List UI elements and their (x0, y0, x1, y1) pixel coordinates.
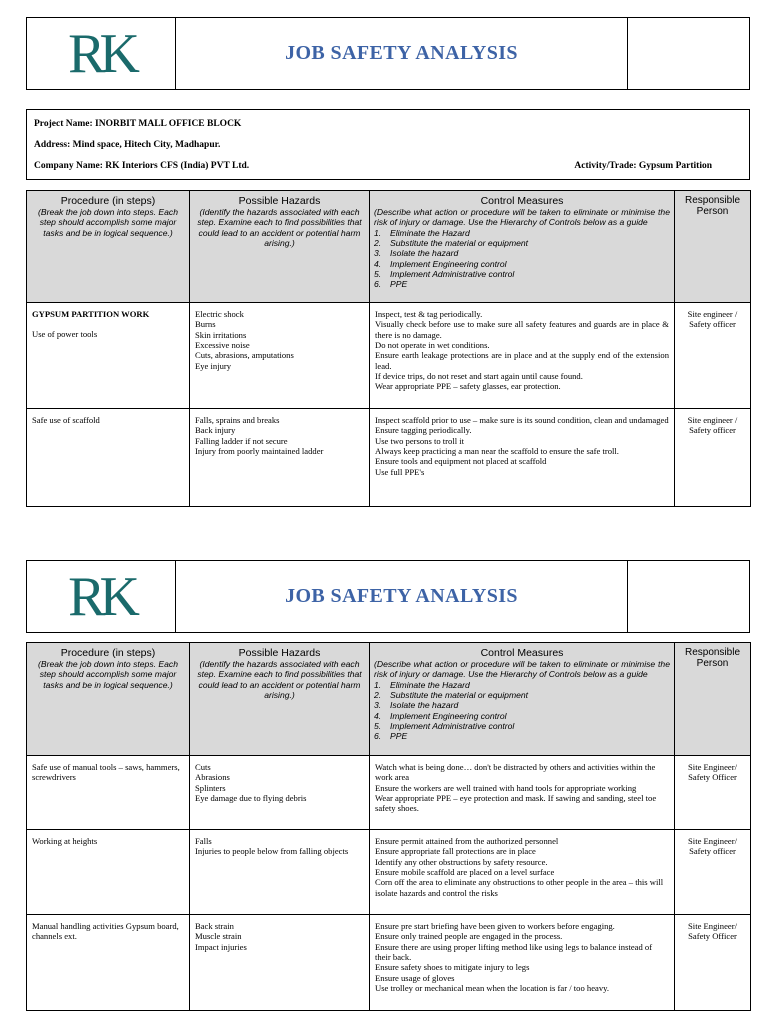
address-value: Mind space, Hitech City, Madhapur. (72, 140, 221, 150)
logo-cell (27, 561, 176, 632)
responsible-cell: Site engineer / Safety officer (675, 409, 751, 507)
procedure-cell: Manual handling activities Gypsum board, channels ext. (27, 915, 190, 1011)
hierarchy-list (374, 228, 670, 290)
project-name-label: Project Name: (34, 119, 93, 129)
project-name-line (34, 119, 742, 140)
control-header: Control Measures (Describe what action or procedure will be taken to eliminate or minimise the risk of injury or damage. Use the Hierarchy of Controls below as a guide 1. Eliminate the Hazard 2. Substitute the material or equipment 3. Isolate the hazard 4. Implement Engineering control 5. Implement Administrative control 6. PPE (370, 643, 675, 756)
procedure-cell: Safe use of manual tools – saws, hammers, screwdrivers (27, 756, 190, 830)
table-row (27, 303, 751, 409)
company-line (34, 161, 742, 182)
title-cell (176, 18, 628, 89)
logo-cell (27, 18, 176, 89)
project-info (26, 109, 750, 180)
hierarchy-item: 5. Implement Administrative control (374, 720, 515, 731)
hazards-cell: Falls, sprains and breaks Back injury Falling ladder if not secure Injury from poorly maintained ladder (190, 409, 370, 507)
procedure-cell: Safe use of scaffold (27, 409, 190, 507)
controls-cell: Inspect scaffold prior to use – make sure is its sound condition, clean and undamaged Ensure tagging periodically. Use two persons to troll it Always keep practicing a man near the scaffold to ensure the safe troll. Ensure tools and equipment not placed at scaffold Use full PPE's (370, 409, 675, 507)
jsa-table-2 (26, 642, 751, 1011)
hierarchy-item: 4. Implement Engineering control (374, 710, 507, 721)
company-logo: RK (68, 22, 134, 85)
responsible-cell: Site Engineer/ Safety Officer (675, 756, 751, 830)
table-row (27, 915, 751, 1011)
company-label: Company Name: (34, 161, 103, 171)
hierarchy-item: 2. Substitute the material or equipment (374, 689, 529, 700)
table-header-row (27, 191, 751, 303)
project-name-value: INORBIT MALL OFFICE BLOCK (95, 119, 242, 129)
document-header (26, 17, 750, 90)
responsible-cell: Site engineer / Safety officer (675, 303, 751, 409)
procedure-cell: GYPSUM PARTITION WORK Use of power tools (27, 303, 190, 409)
hazards-header: Possible Hazards (Identify the hazards associated with each step. Examine each to find possibilities that could lead to an accident or potential harm arising.) (190, 643, 370, 756)
hierarchy-item: 6. PPE (374, 279, 408, 290)
page-title: JOB SAFETY ANALYSIS (285, 585, 518, 607)
table-row (27, 409, 751, 507)
blank-cell (628, 18, 749, 89)
activity-value: Gypsum Partition (638, 161, 712, 171)
hazards-cell: Electric shock Burns Skin irritations Excessive noise Cuts, abrasions, amputations Eye injury (190, 303, 370, 409)
hierarchy-item: 6. PPE (374, 731, 408, 742)
responsible-header: Responsible Person (675, 643, 751, 756)
hierarchy-item: 5. Implement Administrative control (374, 268, 515, 279)
address-line (34, 140, 742, 161)
hierarchy-item: 3. Isolate the hazard (374, 248, 459, 259)
hierarchy-item: 3. Isolate the hazard (374, 700, 459, 711)
controls-cell: Ensure pre start briefing have been given to workers before engaging. Ensure only trained people are engaged in the process. Ensure there are using proper lifting method like using legs to balance instead of their back. Ensure safety shoes to mitigate injury to legs Ensure usage of gloves Use trolley or mechanical mean when the location is far / too heavy. (370, 915, 675, 1011)
hazards-cell: Back strain Muscle strain Impact injuries (190, 915, 370, 1011)
hierarchy-item: 4. Implement Engineering control (374, 258, 507, 269)
hazards-header: Possible Hazards (Identify the hazards associated with each step. Examine each to find possibilities that could lead to an accident or potential harm arising.) (190, 191, 370, 303)
document-header (26, 560, 750, 633)
hazards-cell: Cuts Abrasions Splinters Eye damage due to flying debris (190, 756, 370, 830)
control-header: Control Measures (Describe what action or procedure will be taken to eliminate or minimise the risk of injury or damage. Use the Hierarchy of Controls below as a guide 1. Eliminate the Hazard 2. Substitute the material or equipment 3. Isolate the hazard 4. Implement Engineering control 5. Implement Administrative control 6. PPE (370, 191, 675, 303)
blank-cell (628, 561, 749, 632)
jsa-table-1 (26, 190, 751, 507)
responsible-cell: Site Engineer/ Safety Officer (675, 915, 751, 1011)
table-row (27, 756, 751, 830)
controls-cell: Watch what is being done… don't be distracted by others and activities within the work area Ensure the workers are well trained with hand tools for appropriate working Wear appropriate PPE – eye protection and mask. If sawing and sanding, steel toe safety shoes. (370, 756, 675, 830)
procedure-header: Procedure (in steps) (Break the job down into steps. Each step should accomplish some major tasks and be in logical sequence.) (27, 191, 190, 303)
responsible-cell: Site Engineer/ Safety officer (675, 830, 751, 915)
procedure-cell: Working at heights (27, 830, 190, 915)
company-logo: RK (68, 565, 134, 628)
table-row (27, 830, 751, 915)
controls-cell: Inspect, test & tag periodically. Visually check before use to make sure all safety features and guards are in place & there is no damage. Do not operate in wet conditions. Ensure earth leakage protections are in place and at the supply end of the extension lead. If device trips, do not reset and start again until cause found. Wear appropriate PPE – safety glasses, ear protection. (370, 303, 675, 409)
hierarchy-item: 1. Eliminate the Hazard (374, 227, 470, 238)
title-cell (176, 561, 628, 632)
page-title: JOB SAFETY ANALYSIS (285, 42, 518, 64)
address-label: Address: (34, 140, 71, 150)
hierarchy-item: 2. Substitute the material or equipment (374, 237, 529, 248)
company-value: RK Interiors CFS (India) PVT Ltd. (105, 161, 250, 171)
hierarchy-item: 1. Eliminate the Hazard (374, 679, 470, 690)
activity-label: Activity/Trade: (574, 161, 637, 171)
responsible-header: Responsible Person (675, 191, 751, 303)
hazards-cell: Falls Injuries to people below from falling objects (190, 830, 370, 915)
controls-cell: Ensure permit attained from the authorized personnel Ensure appropriate fall protections are in place Identify any other obstructions by safety resource. Ensure mobile scaffold are placed on a level surface Corn off the area to eliminate any obstructions to other people in the area – this will isolate hazards and control the risks (370, 830, 675, 915)
procedure-header: Procedure (in steps) (Break the job down into steps. Each step should accomplish some major tasks and be in logical sequence.) (27, 643, 190, 756)
hierarchy-list (374, 680, 670, 742)
table-header-row (27, 643, 751, 756)
